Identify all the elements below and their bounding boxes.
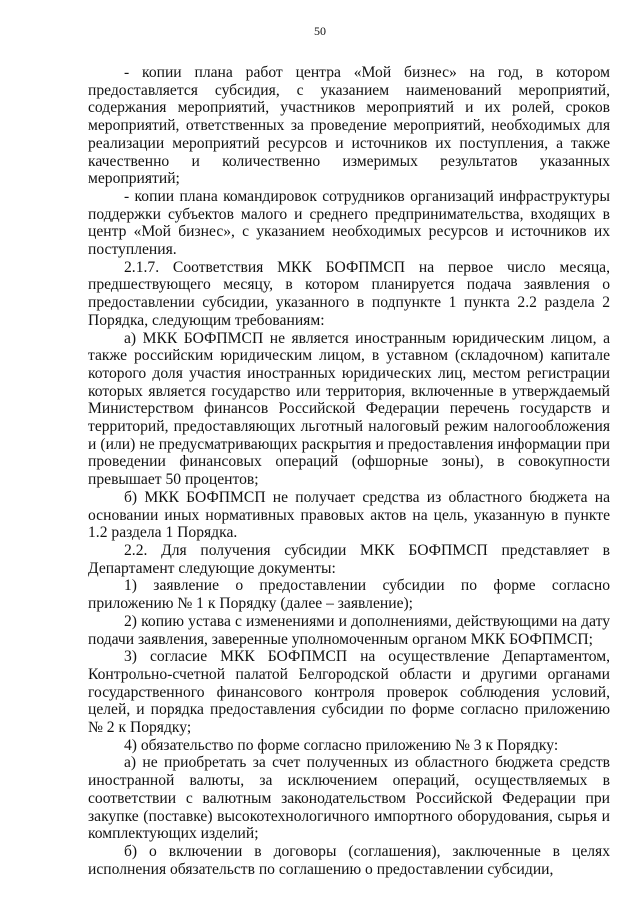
paragraph-doc-2: 2) копию устава с изменениями и дополнениями, действующими на дату подачи заявления, заверенные уполномоченным органом МКК БОФПМСП;	[88, 612, 610, 648]
paragraph-doc-3: 3) согласие МКК БОФПМСП на осуществление Департаментом, Контрольно-счетной палатой Белгородской области и другими органами государственного финансового контроля проверок соблюдения условий, целей, и порядка предоставления субсидии по форме согласно приложению № 2 к Порядку;	[88, 648, 610, 737]
paragraph-doc-1: 1) заявление о предоставлении субсидии по форме согласно приложению № 1 к Порядку (далее – заявление);	[88, 577, 610, 613]
document-body	[88, 64, 610, 878]
paragraph-obligation-a: а) не приобретать за счет полученных из областного бюджета средств иностранной валюты, за исключением операций, осуществляемых в соответствии с валютным законодательством Российской Федерации при закупке (поставке) высокотехнологичного импортного оборудования, сырья и комплектующих изделий;	[88, 754, 610, 843]
paragraph-requirement-b: б) МКК БОФПМСП не получает средства из областного бюджета на основании иных нормативных правовых актов на цель, указанную в пункте 1.2 раздела 1 Порядка.	[88, 488, 610, 542]
page-number: 50	[314, 24, 326, 38]
paragraph-plan-copies: - копии плана работ центра «Мой бизнес» на год, в котором предоставляется субсидия, с указанием наименований мероприятий, содержания мероприятий, участников мероприятий и их ролей, сроков мероприятий, ответственных за проведение мероприятий, необходимых для реализации мероприятий ресурсов и источников их поступления, а также качественно и количественно измеримых результатов указанных мероприятий;	[88, 64, 610, 188]
paragraph-obligation-b: б) о включении в договоры (соглашения), заключенные в целях исполнения обязательств по соглашению о предоставлении субсидии,	[88, 842, 610, 878]
paragraph-doc-4: 4) обязательство по форме согласно приложению № 3 к Порядку:	[124, 736, 559, 754]
paragraph-2-1-7: 2.1.7. Соответствия МКК БОФПМСП на первое число месяца, предшествующего месяцу, в котором планируется подача заявления о предоставлении субсидии, указанного в подпункте 1 пункта 2.2 раздела 2 Порядка, следующим требованиям:	[88, 258, 610, 329]
paragraph-requirement-a: а) МКК БОФПМСП не является иностранным юридическим лицом, а также российским юридическим лицом, в уставном (складочном) капитале которого доля участия иностранных юридических лиц, местом регистрации которых является государство или территория, включенные в утверждаемый Министерством финансов Российской Федерации перечень государств и территорий, предоставляющих льготный налоговый режим налогообложения и (или) не предусматривающих раскрытия и предоставления информации при проведении финансовых операций (офшорные зоны), в совокупности превышает 50 процентов;	[88, 329, 610, 489]
paragraph-2-2: 2.2. Для получения субсидии МКК БОФПМСП представляет в Департамент следующие документы:	[88, 541, 610, 577]
paragraph-business-trips: - копии плана командировок сотрудников организаций инфраструктуры поддержки субъектов малого и среднего предпринимательства, входящих в центр «Мой бизнес», с указанием необходимых ресурсов и источников их поступления.	[88, 187, 610, 259]
